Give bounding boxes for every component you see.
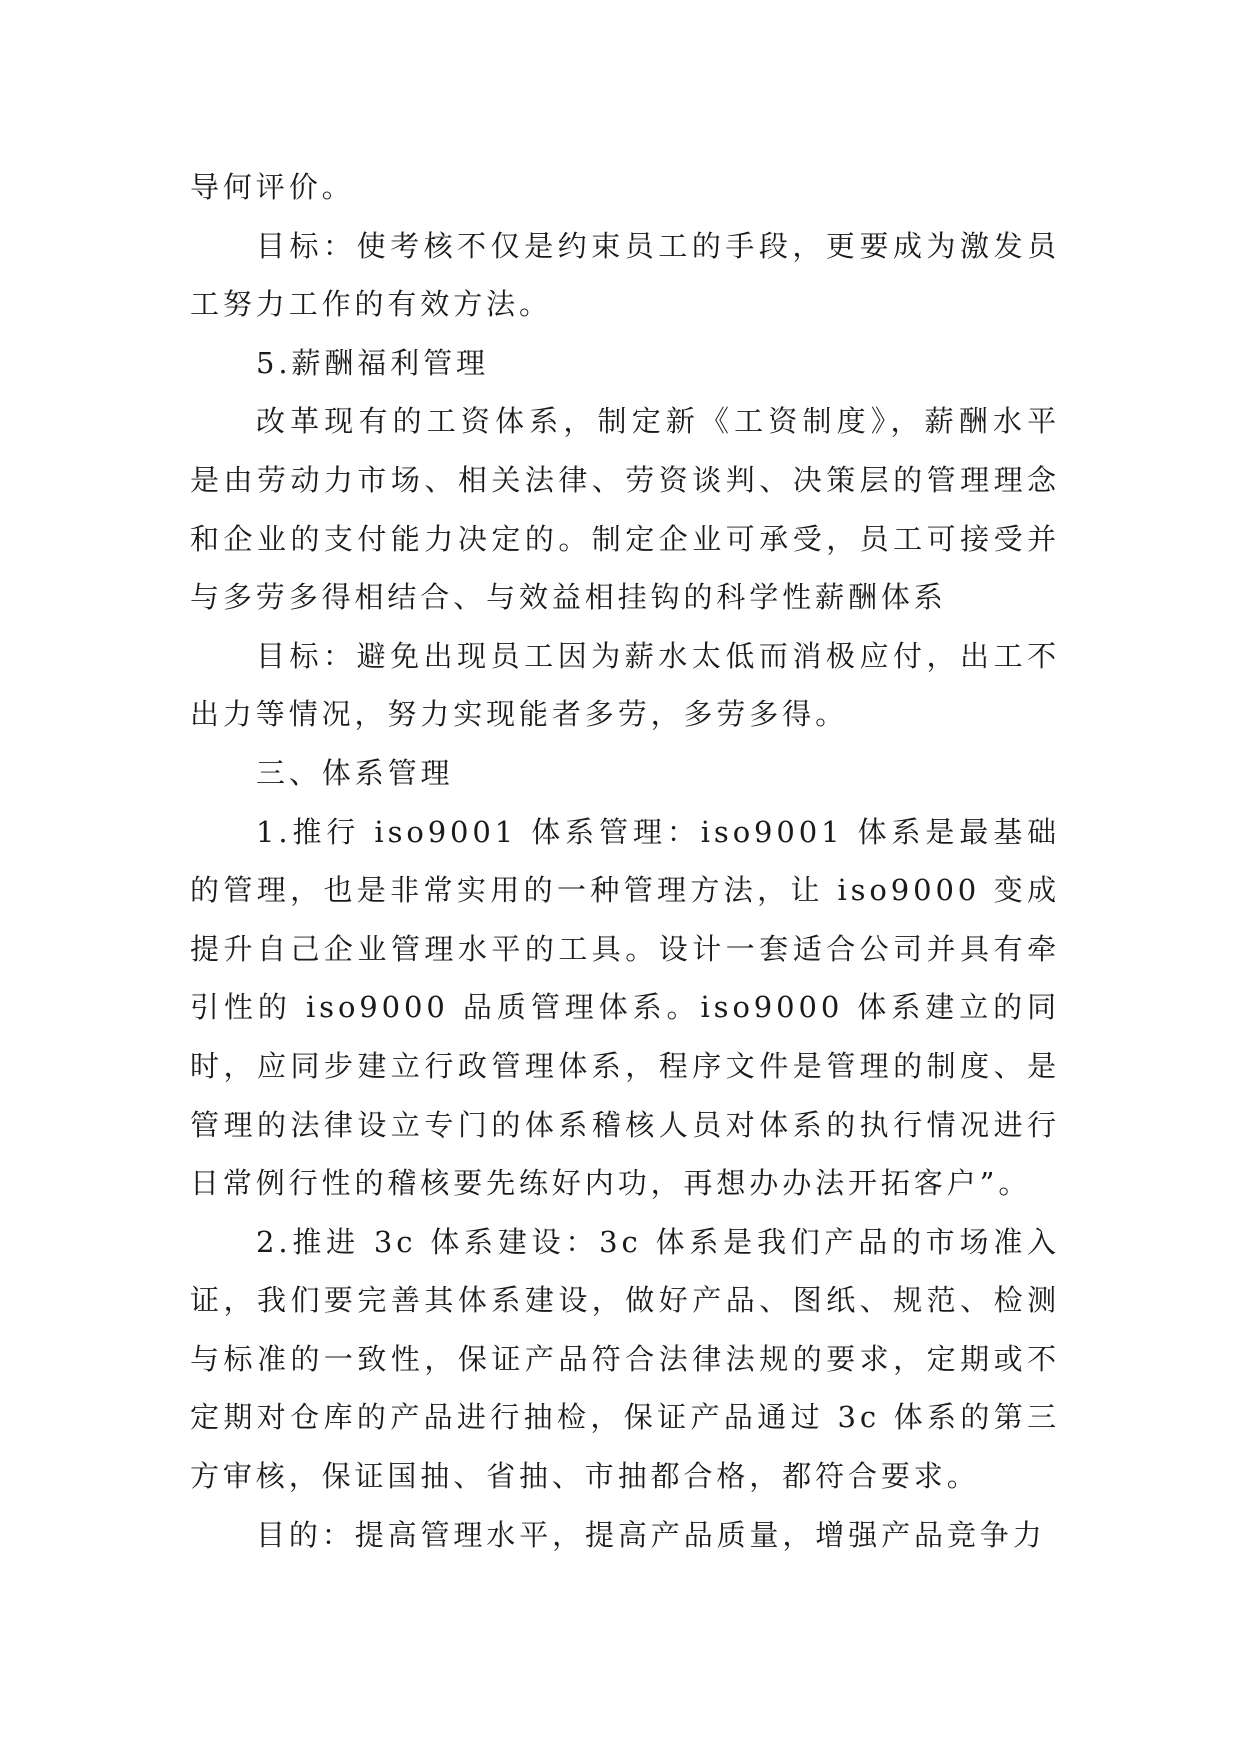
section-heading-compensation: 5.薪酬福利管理 (256, 345, 489, 380)
paragraph-salary-reform: 改革现有的工资体系，制定新《工资制度》，薪酬水平是由劳动力市场、相关法律、劳资谈判、决策层的管理理念和企业的支付能力决定的。制定企业可承受，员工可接受并与多劳多得相结合、与效益相挂钩的科学性薪酬体系 (190, 404, 1060, 615)
paragraph-3c-system: 2.推进 3c 体系建设：3c 体系是我们产品的市场准入证，我们要完善其体系建设，做好产品、图纸、规范、检测与标准的一致性，保证产品符合法律法规的要求，定期或不定期对仓库的产品进行抽检，保证产品通过 3c 体系的第三方审核，保证国抽、省抽、市抽都合格，都符合要求。 (190, 1224, 1060, 1494)
document-body (190, 158, 1060, 1564)
paragraph-system-purpose: 目的：提高管理水平，提高产品质量，增强产品竞争力 (256, 1517, 1046, 1552)
paragraph-iso9001: 1.推行 iso9001 体系管理：iso9001 体系是最基础的管理，也是非常实用的一种管理方法，让 iso9000 变成提升自己企业管理水平的工具。设计一套适合公司并具有牵引性的 iso9000 品质管理体系。iso9000 体系建立的同时，应同步建立行政管理体系，程序文件是管理的制度、是管理的法律设立专门的体系稽核人员对体系的执行情况进行日常例行性的稽核要先练好内功，再想办办法开拓客户”。 (190, 814, 1060, 1201)
paragraph-appraisal-goal: 目标：使考核不仅是约束员工的手段，更要成为激发员工努力工作的有效方法。 (190, 228, 1060, 322)
paragraph-salary-goal: 目标：避免出现员工因为薪水太低而消极应付，出工不出力等情况，努力实现能者多劳，多劳多得。 (190, 638, 1060, 732)
section-heading-system-management: 三、体系管理 (256, 755, 454, 790)
paragraph-continuation: 导何评价。 (190, 170, 355, 204)
